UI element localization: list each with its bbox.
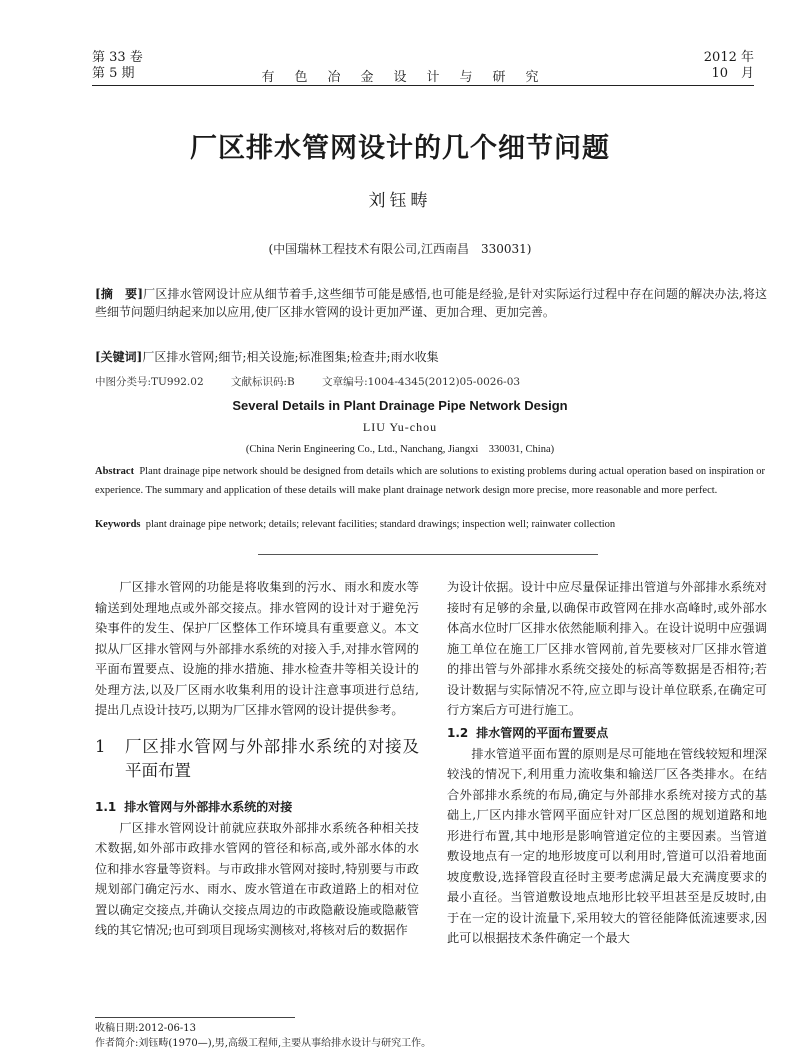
paper-title-en: Several Details in Plant Drainage Pipe Network Design — [232, 398, 568, 413]
header-rule — [92, 85, 754, 86]
author-biography: 作者简介:刘钰畴(1970—),男,高级工程师,主要从事给排水设计与研究工作。 — [95, 1038, 432, 1049]
article-number: 文章编号:1004-4345(2012)05-0026-03 — [322, 376, 521, 388]
intro-paragraph: 厂区排水管网的功能是将收集到的污水、雨水和废水等输送到处理地点或外部交接点。排水管网的设计对于避免污染事件的发生、保护厂区整体工作环境具有重要意义。本文拟从厂区排水管网与外部排水系统的对接入手,对排水管网的平面布置要点、设施的排水措施、排水检查井等相关设计的处理方法,以及厂区雨水收集利用的设计注意事项进行总结,提出几点设计技巧,以期为厂区排水管网的设计提供参考。 — [95, 580, 419, 717]
paper-title-cn: 厂区排水管网设计的几个细节问题 — [190, 133, 610, 164]
section-separator — [258, 554, 598, 555]
section-1-2-number: 1.2 — [447, 725, 469, 740]
abstract-cn-text: 厂区排水管网设计应从细节着手,这些细节可能是感悟,也可能是经验,是针对实际运行过程中存在问题的解决办法,将这些细节问题归纳起来加以应用,使厂区排水管网的设计更加严谨、更加合理、更加完善。 — [95, 287, 768, 319]
received-date: 收稿日期:2012-06-13 — [95, 1023, 197, 1034]
abstract-cn-label: [摘 要] — [95, 287, 144, 301]
document-code: 文献标识码:B — [230, 376, 295, 388]
keywords-cn-text: 厂区排水管网;细节;相关设施;标准图集;检查井;雨水收集 — [142, 350, 439, 364]
month-label: 10 月 — [711, 66, 754, 81]
journal-date — [704, 50, 754, 82]
section-1-2-title: 排水管网的平面布置要点 — [476, 725, 609, 740]
year-label: 2012 年 — [703, 50, 754, 65]
section-1-2-paragraph: 排水管道平面布置的原则是尽可能地在管线较短和埋深较浅的情况下,利用重力流收集和输送厂区各类排水。在结合外部排水系统的布局,确定与外部排水系统对接方式的基础上,厂区内排水管网平面应针对厂区总图的规划道路和地形进行布置,其中地形是影响管道定位的主要因素。当管道敷设地点有一定的地形坡度可以利用时,管道可以沿着地面坡度敷设,选择管段直径时主要考虑满足最大充满度要求的最小直径。当管道敷设地点地形比较平坦甚至是反坡时,由于在一定的设计流量下,采用较大的管径能降低流速要求,因此可以根据技术条件确定一个最大 — [447, 746, 767, 945]
section-1-2-heading — [447, 723, 767, 743]
author-name-cn: 刘钰畴 — [368, 191, 432, 211]
body-column-right — [447, 577, 767, 949]
keywords-en-label: Keywords — [95, 519, 141, 530]
classification-line — [95, 374, 544, 389]
section-1-1-heading — [95, 797, 419, 817]
keywords-en — [95, 519, 765, 530]
section-1-number: 1 — [95, 736, 106, 756]
volume-label: 第 33 卷 — [92, 50, 143, 65]
section-1-1-title: 排水管网与外部排水系统的对接 — [124, 799, 293, 814]
section-1-title: 厂区排水管网与外部排水系统的对接及平面布置 — [125, 736, 419, 780]
body-column-left — [95, 577, 419, 941]
keywords-cn-label: [关键词] — [95, 350, 143, 364]
abstract-en-label: Abstract — [95, 466, 135, 477]
section-1-1-continued: 为设计依据。设计中应尽量保证排出管道与外部排水系统对接时有足够的余量,以确保市政管网在排水高峰时,或外部水体高水位时厂区排水依然能顺利排入。在设计说明中应强调施工单位在施工厂区排水管网前,首先要核对厂区排水管道的排出管与外部排水系统交接处的标高等数据是否相符;若设计数据与实际情况不符,应立即与设计单位联系,在确定可行方案后方可进行施工。 — [447, 580, 767, 717]
affiliation-en: (China Nerin Engineering Co., Ltd., Nanchang, Jiangxi 330031, China) — [245, 444, 555, 455]
keywords-cn — [95, 348, 767, 366]
abstract-cn — [95, 285, 767, 321]
author-name-en: LIU Yu-chou — [362, 420, 438, 434]
issue-label: 第 5 期 — [92, 66, 135, 81]
section-1-1-number: 1.1 — [95, 799, 117, 814]
journal-name: 有色冶金设计与研究 — [261, 70, 559, 85]
abstract-en — [95, 462, 765, 500]
keywords-en-text: plant drainage pipe network; details; relevant facilities; standard drawings; inspection well; rainwater collection — [145, 519, 616, 530]
clc-number: 中图分类号:TU992.02 — [95, 376, 204, 388]
section-1-heading — [95, 735, 419, 783]
footnote-rule — [95, 1017, 295, 1018]
affiliation-cn: (中国瑞林工程技术有限公司,江西南昌 330031) — [268, 242, 532, 256]
abstract-en-text: Plant drainage pipe network should be designed from details which are solutions to existing problems during actual operation based on inspiration or experience. The summary and application of these details will make plant drainage network design more precise, more reasonable and more perfect. — [95, 466, 765, 496]
section-1-1-paragraph: 厂区排水管网设计前就应获取外部排水系统各种相关技术数据,如外部市政排水管网的管径和标高,或外部水体的水位和排水容量等资料。与市政排水管网对接时,特别要与市政规划部门确定污水、雨水、废水管道在市政道路上的相对位置以确定交接点,并确认交接点周边的市政隐蔽设施或隐蔽管线的其它情况;也可到项目现场实测核对,将核对后的数据作 — [95, 820, 419, 937]
